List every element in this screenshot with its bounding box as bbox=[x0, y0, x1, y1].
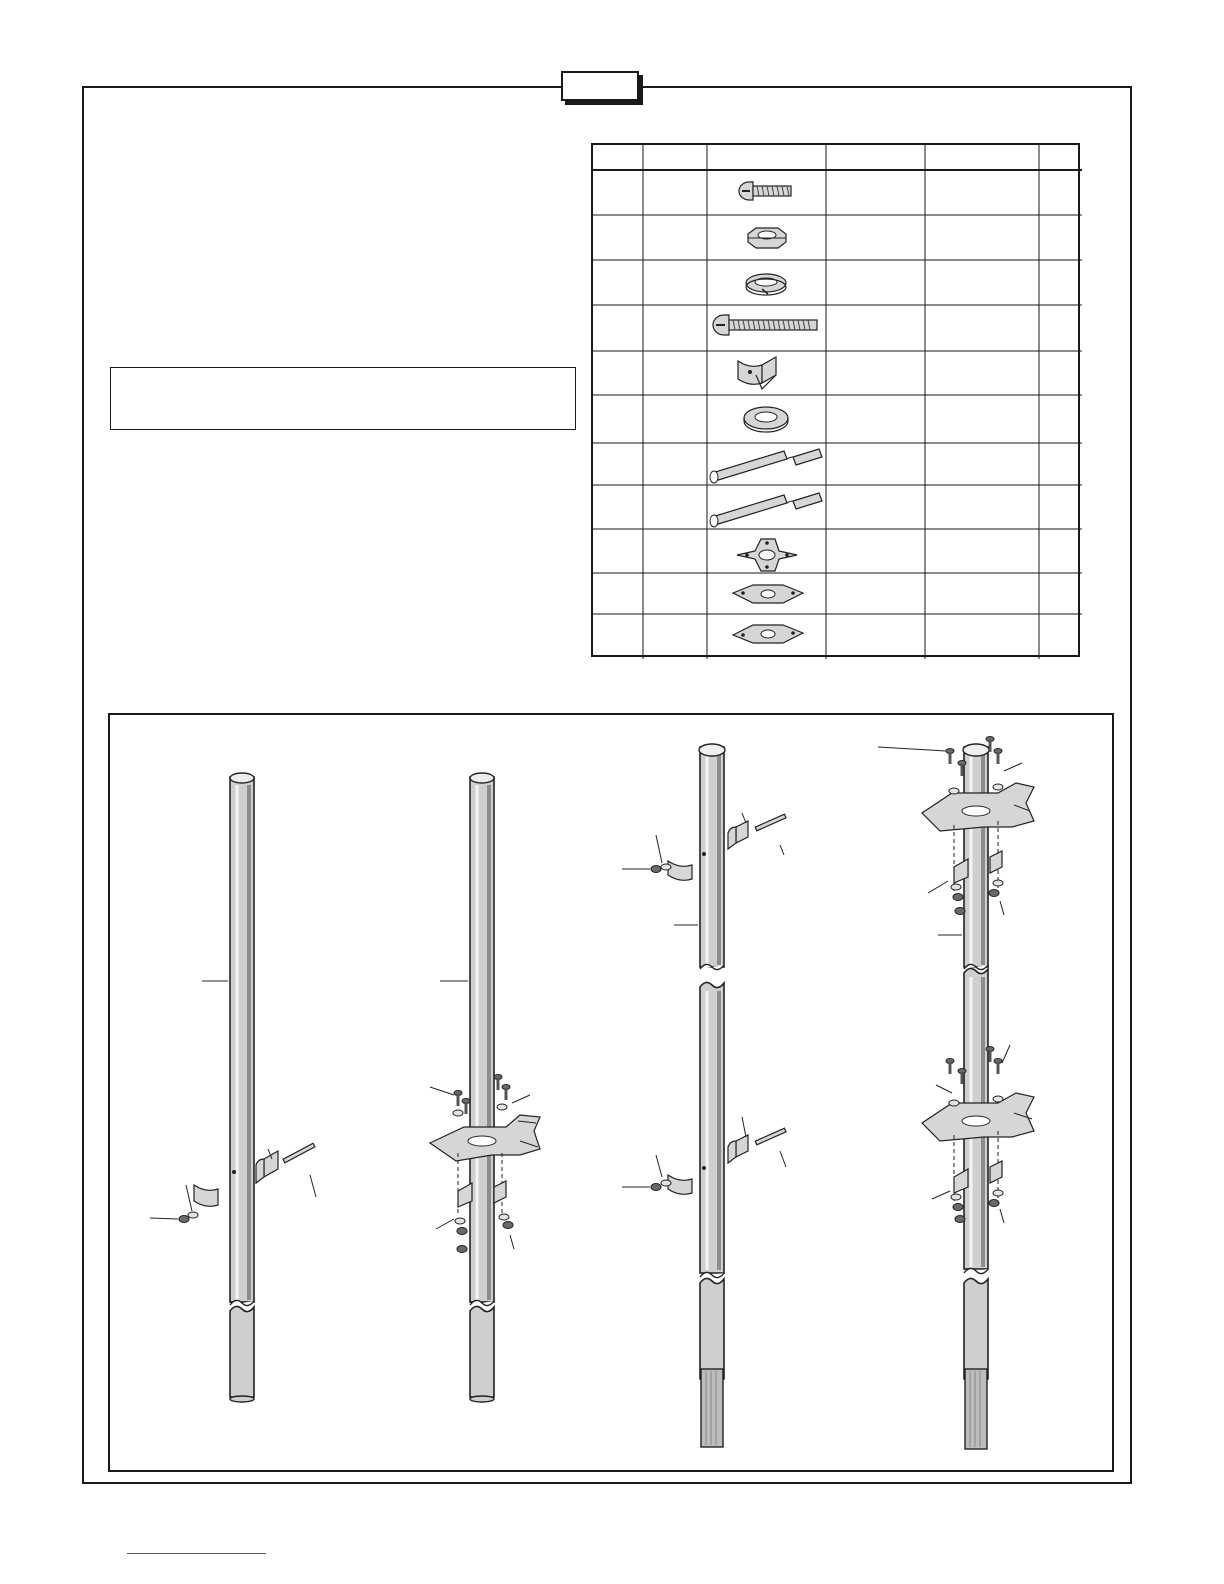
four-arm-plate-icon bbox=[737, 539, 797, 571]
step-2-plate-assembly bbox=[430, 773, 540, 1402]
bracket-right bbox=[256, 1159, 264, 1183]
two-arm-plate-b-icon bbox=[733, 625, 803, 643]
flat-washer-icon bbox=[744, 407, 788, 432]
pole-section-lower-icon bbox=[710, 493, 822, 527]
section-tab bbox=[561, 71, 639, 101]
pole-upper bbox=[230, 773, 254, 1306]
hex-nut-icon bbox=[748, 228, 786, 248]
step-1-bracket-on-pole bbox=[150, 773, 316, 1402]
step-3-two-brackets bbox=[622, 744, 786, 1447]
pole-lower bbox=[230, 1306, 254, 1402]
pole-bottom-section bbox=[700, 1278, 724, 1447]
two-arm-plate-a-icon bbox=[733, 585, 803, 603]
pole-top-section bbox=[699, 744, 725, 970]
pole-lower bbox=[470, 1306, 494, 1402]
pole-top-section bbox=[963, 744, 989, 970]
bracket-left bbox=[194, 1185, 218, 1206]
pole-bottom-section bbox=[964, 1278, 988, 1449]
round-head-machine-screw-short-icon bbox=[739, 182, 791, 200]
round-head-machine-screw-long-icon bbox=[713, 315, 817, 335]
pole-mounting-bracket-icon bbox=[738, 357, 776, 389]
pole-mid-section bbox=[700, 982, 724, 1277]
footer-link-underline[interactable] bbox=[127, 1553, 266, 1554]
step-4-two-plate-assemblies bbox=[878, 737, 1034, 1450]
parts-list-table bbox=[591, 143, 1080, 657]
split-lock-washer-icon bbox=[746, 274, 786, 295]
notice-box bbox=[110, 367, 576, 430]
pole-section-upper-icon bbox=[710, 449, 822, 483]
assembly-illustration-panel bbox=[108, 713, 1114, 1472]
pole-upper bbox=[470, 773, 494, 1306]
